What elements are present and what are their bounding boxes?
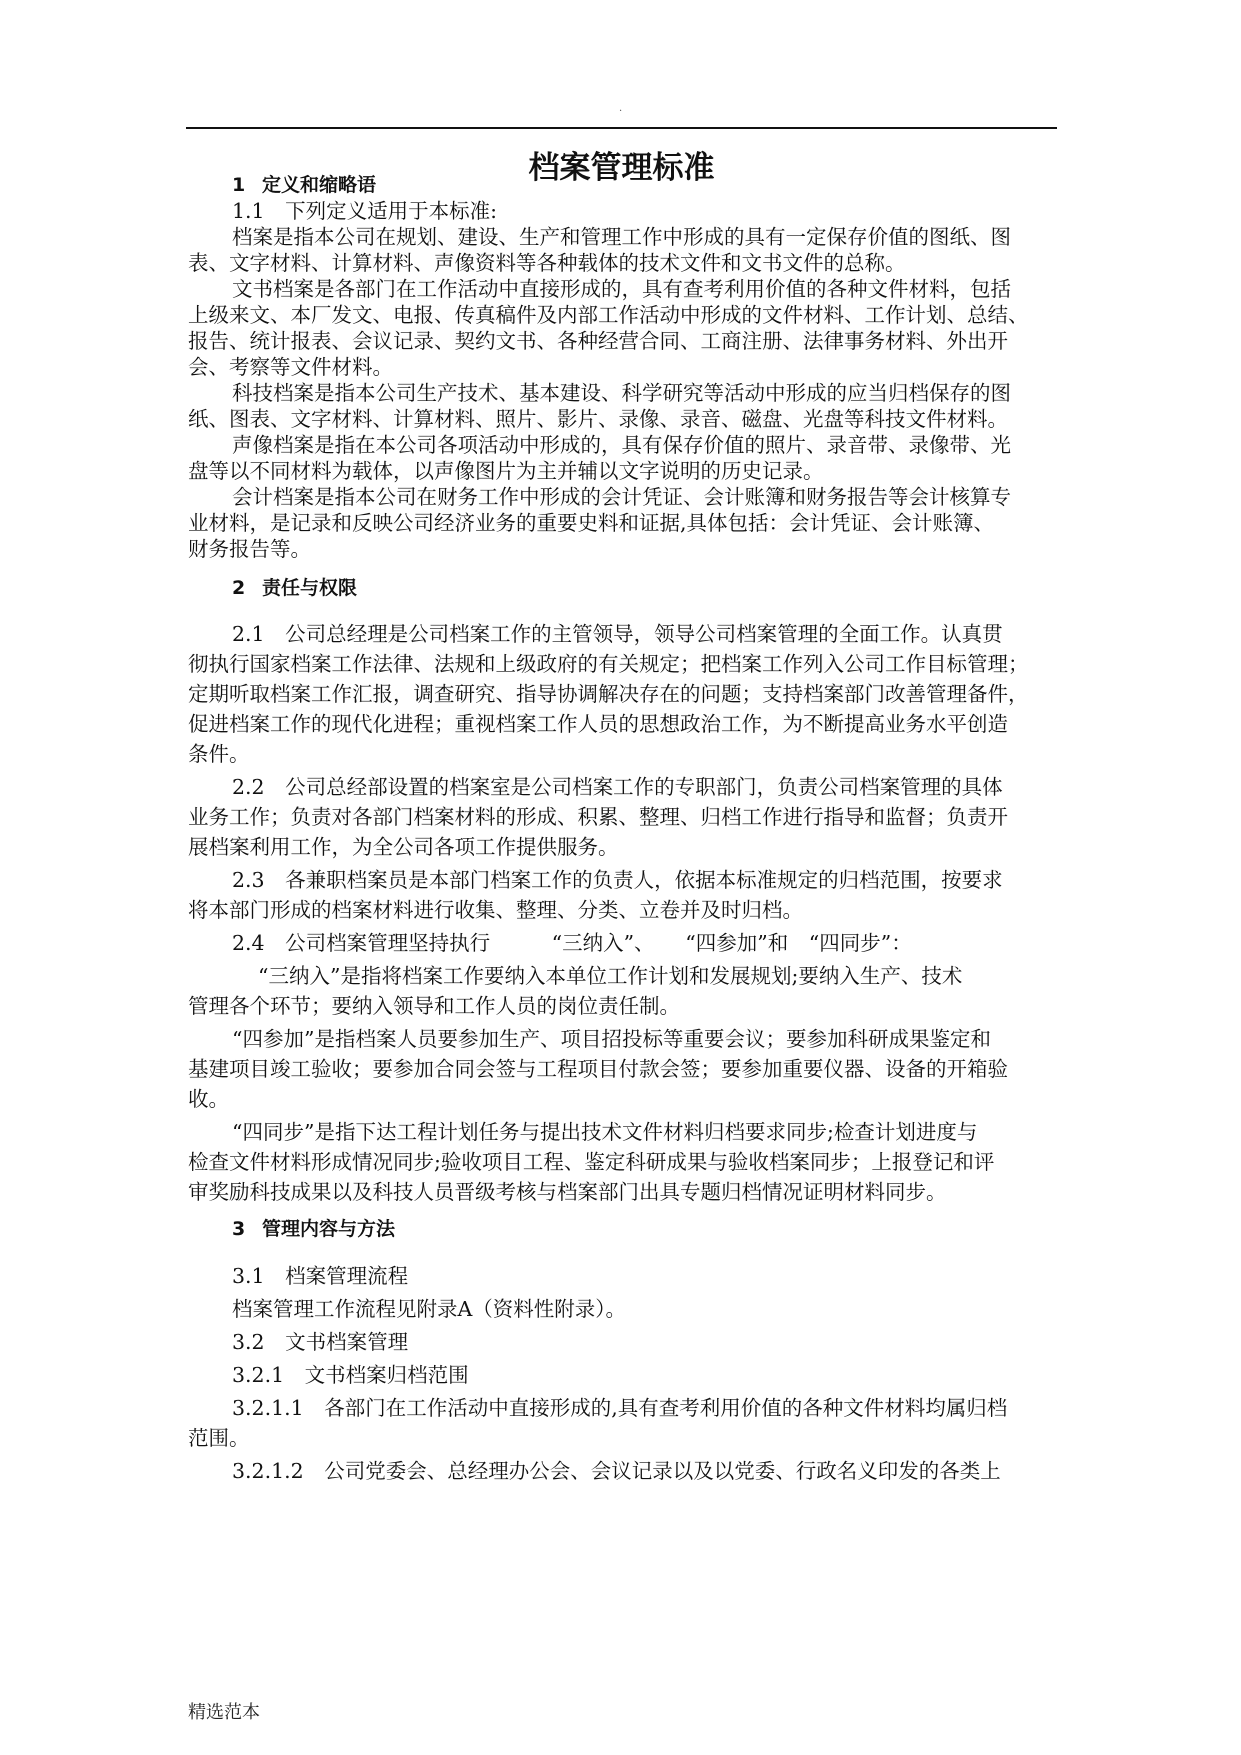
section-1-title: 定义和缩略语: [262, 174, 377, 196]
paragraph-line: 展档案利用工作，为全公司各项工作提供服务。: [188, 835, 619, 859]
section-3-number: 3: [232, 1218, 246, 1240]
section-1-heading: [232, 172, 376, 198]
paragraph-line: 范围。: [188, 1426, 250, 1450]
paragraph-line: 3.2.1 文书档案归档范围: [232, 1363, 469, 1387]
paragraph-line: 会、考察等文件材料。: [188, 355, 393, 379]
section-2-number: 2: [232, 577, 246, 599]
paragraph-line: “四同步”是指下达工程计划任务与提出技术文件材料归档要求同步;检查计划进度与: [232, 1120, 978, 1144]
paragraph-line: 2.3 各兼职档案员是本部门档案工作的负责人，依据本标准规定的归档范围，按要求: [232, 868, 1003, 892]
paragraph-line: 报告、统计报表、会议记录、契约文书、各种经营合同、工商注册、法律事务材料、外出开: [188, 329, 1008, 353]
paragraph-line: “四参加”是指档案人员要参加生产、项目招投标等重要会议；要参加科研成果鉴定和: [232, 1027, 991, 1051]
paragraph-line: 纸、图表、文字材料、计算材料、照片、影片、录像、录音、磁盘、光盘等科技文件材料。: [188, 407, 1008, 431]
paragraph-line: 业务工作；负责对各部门档案材料的形成、积累、整理、归档工作进行指导和监督；负责开: [188, 805, 1008, 829]
paragraph-line: 收。: [188, 1087, 229, 1111]
paragraph-line: 将本部门形成的档案材料进行收集、整理、分类、立卷并及时归档。: [188, 898, 803, 922]
paragraph-line: 管理各个环节；要纳入领导和工作人员的岗位责任制。: [188, 994, 680, 1018]
paragraph-line: 基建项目竣工验收；要参加合同会签与工程项目付款会签；要参加重要仪器、设备的开箱验: [188, 1057, 1008, 1081]
paragraph-line: 文书档案是各部门在工作活动中直接形成的，具有查考利用价值的各种文件材料，包括: [232, 277, 1011, 301]
paragraph-line: 档案是指本公司在规划、建设、生产和管理工作中形成的具有一定保存价值的图纸、图: [232, 225, 1011, 249]
paragraph-line: 会计档案是指本公司在财务工作中形成的会计凭证、会计账簿和财务报告等会计核算专: [232, 485, 1011, 509]
header-mark: .: [619, 103, 623, 114]
paragraph-line: 盘等以不同材料为载体，以声像图片为主并辅以文字说明的历史记录。: [188, 459, 824, 483]
paragraph-line: 声像档案是指在本公司各项活动中形成的，具有保存价值的照片、录音带、录像带、光: [232, 433, 1011, 457]
paragraph-line: 2.2 公司总经部设置的档案室是公司档案工作的专职部门，负责公司档案管理的具体: [232, 775, 1003, 799]
paragraph-line: 科技档案是指本公司生产技术、基本建设、科学研究等活动中形成的应当归档保存的图: [232, 381, 1011, 405]
paragraph-line: 表、文字材料、计算材料、声像资料等各种载体的技术文件和文书文件的总称。: [188, 251, 906, 275]
paragraph-line: 促进档案工作的现代化进程；重视档案工作人员的思想政治工作，为不断提高业务水平创造: [188, 712, 1008, 736]
footer-text: 精选范本: [188, 1702, 260, 1723]
paragraph-line: 2.1 公司总经理是公司档案工作的主管领导，领导公司档案管理的全面工作。认真贯: [232, 622, 1003, 646]
paragraph-line: 财务报告等。: [188, 537, 311, 561]
section-2-heading: [232, 575, 357, 601]
paragraph-line: 业材料，是记录和反映公司经济业务的重要史料和证据,具体包括：会计凭证、会计账簿、: [188, 511, 995, 535]
paragraph-line: 1.1 下列定义适用于本标准:: [232, 199, 498, 223]
paragraph-line: 定期听取档案工作汇报，调查研究、指导协调解决存在的问题；支持档案部门改善管理备件，: [188, 682, 1029, 706]
paragraph-line: 3.1 档案管理流程: [232, 1264, 409, 1288]
paragraph-line: 3.2.1.2 公司党委会、总经理办公会、会议记录以及以党委、行政名义印发的各类上: [232, 1459, 1001, 1483]
paragraph-line: 2.4 公司档案管理坚持执行 “三纳入”、 “四参加”和 “四同步”：: [232, 931, 912, 955]
document-title: 档案管理标准: [528, 150, 715, 186]
header-rule: [186, 127, 1057, 129]
paragraph-line: 3.2 文书档案管理: [232, 1330, 409, 1354]
paragraph-line: 审奖励科技成果以及科技人员晋级考核与档案部门出具专题归档情况证明材料同步。: [188, 1180, 947, 1204]
section-3-title: 管理内容与方法: [262, 1218, 396, 1240]
paragraph-line: “三纳入”是指将档案工作要纳入本单位工作计划和发展规划;要纳入生产、技术: [258, 964, 963, 988]
paragraph-line: 条件。: [188, 742, 250, 766]
section-3-heading: [232, 1216, 395, 1242]
paragraph-line: 彻执行国家档案工作法律、法规和上级政府的有关规定；把档案工作列入公司工作目标管理；: [188, 652, 1029, 676]
paragraph-line: 3.2.1.1 各部门在工作活动中直接形成的,具有查考利用价值的各种文件材料均属归档: [232, 1396, 1008, 1420]
paragraph-line: 上级来文、本厂发文、电报、传真稿件及内部工作活动中形成的文件材料、工作计划、总结、: [188, 303, 1029, 327]
paragraph-line: 档案管理工作流程见附录A（资料性附录）。: [232, 1297, 627, 1321]
section-1-number: 1: [232, 174, 246, 196]
section-2-title: 责任与权限: [262, 577, 358, 599]
paragraph-line: 检查文件材料形成情况同步;验收项目工程、鉴定科研成果与验收档案同步；上报登记和评: [188, 1150, 995, 1174]
